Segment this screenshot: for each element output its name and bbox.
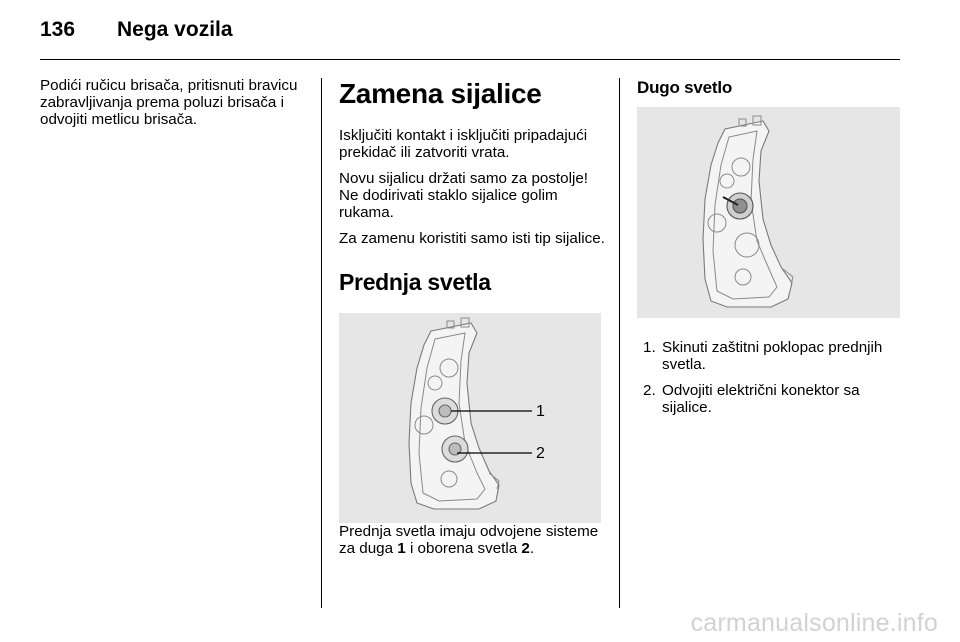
step-text: Skinuti zaštitni poklopac prednjih svetla. (662, 339, 883, 373)
subsection-high-beam: Dugo svetlo (637, 78, 733, 97)
watermark: carmanualsonline.info (690, 609, 938, 637)
step-item (637, 382, 902, 416)
headlamp-illustration (339, 313, 601, 523)
subsection-front-lights: Prednja svetla (339, 269, 491, 295)
steps-list (637, 339, 902, 416)
caption-ref-2: 2 (521, 540, 530, 557)
step-text: Odvojiti električni konektor sa sijalice. (662, 382, 860, 416)
page-title: Nega vozila (117, 18, 233, 41)
high-beam-illustration (637, 107, 900, 318)
paragraph-ignition: Isključiti kontakt i isključiti pripadajući prekidač ili zatvoriti vrata. (339, 127, 588, 161)
column-1 (40, 77, 302, 137)
column-3 (637, 77, 902, 425)
column-divider-left (321, 78, 322, 608)
column-divider-right (619, 78, 620, 608)
caption-text-1: Prednja svetla imaju odvojene sisteme za duga (339, 523, 599, 557)
caption-text-2: i oborena svetla (405, 540, 522, 557)
callout-2: 2 (536, 445, 545, 462)
paragraph-bulb-type: Za zamenu koristiti samo isti tip sijalice. (339, 230, 605, 247)
caption-ref-1: 1 (397, 540, 406, 557)
figure-caption (339, 523, 605, 557)
wiper-instructions: Podići ručicu brisača, pritisnuti bravicu zabravljivanja prema poluzi brisača i odvojiti metlicu brisača. (40, 77, 298, 128)
callout-1: 1 (536, 403, 545, 420)
headlamp-figure (339, 313, 601, 523)
high-beam-figure (637, 107, 900, 318)
step-number: 1. (643, 339, 656, 356)
header-divider (40, 59, 900, 60)
page-number: 136 (40, 18, 76, 41)
step-number: 2. (643, 382, 656, 399)
caption-end: . (529, 540, 535, 557)
column-2 (339, 77, 605, 566)
section-title: Zamena sijalice (339, 78, 542, 109)
step-item (637, 339, 902, 373)
paragraph-bulb-handling: Novu sijalicu držati samo za postolje! Ne dodirivati staklo sijalice golim rukama. (339, 170, 589, 221)
